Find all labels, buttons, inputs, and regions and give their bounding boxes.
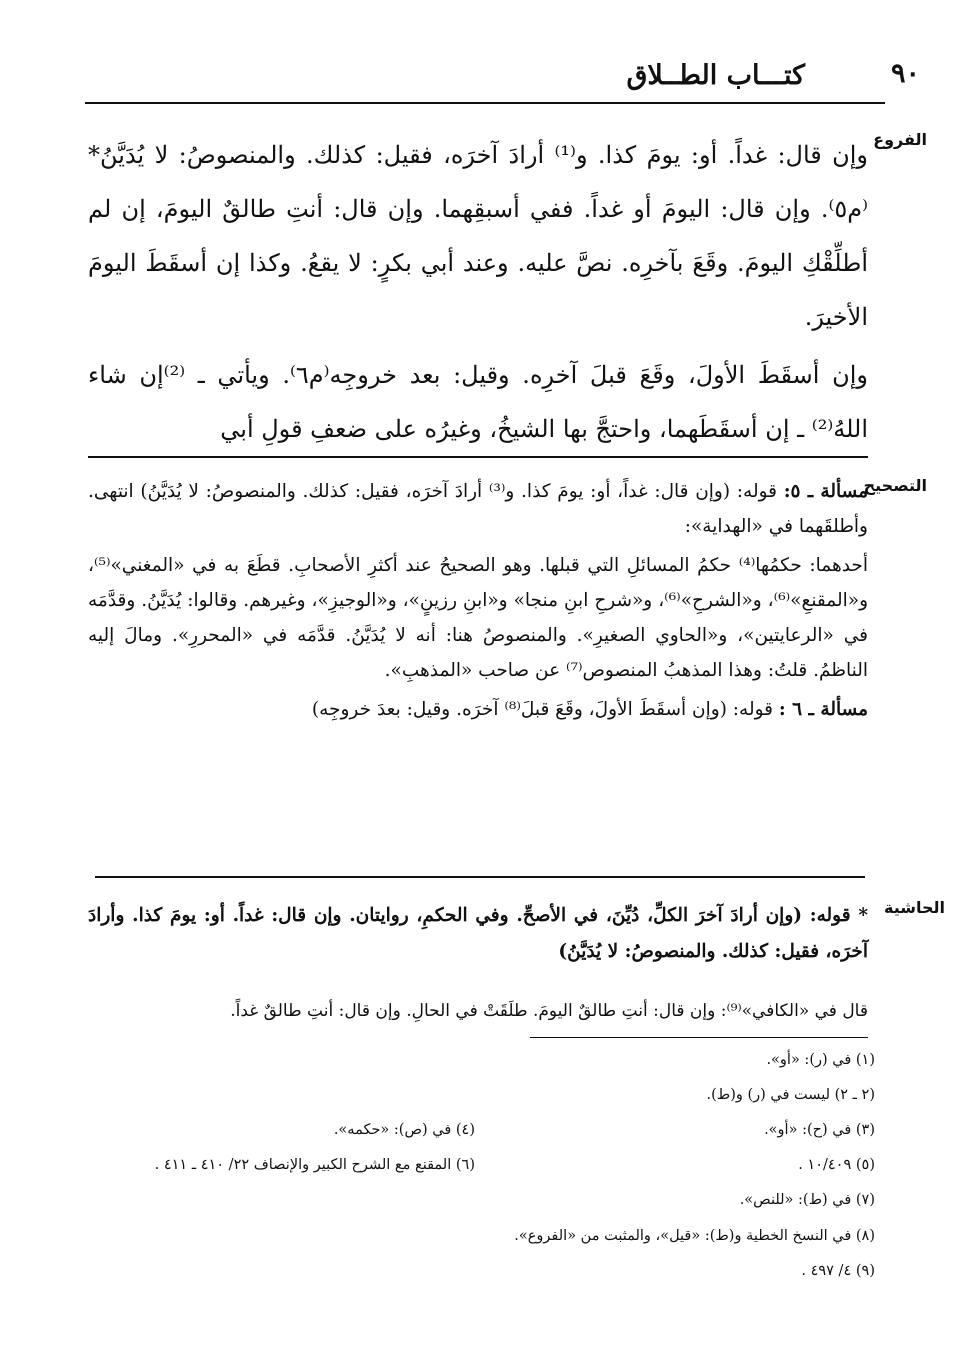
footnote-4: (٤) في (ص): «حكمه». [333, 1122, 475, 1138]
tashih-p1-text: قوله: (وإن قال: غداً، أو: يومَ كذا. و⁽³⁾ أرادَ آخرَه، فقيل: كذلك. والمنصوصُ: لا يُدَيَّنُ) انتهى. وأطلقَهما في «الهداية»: [88, 481, 868, 537]
hashiya-text [88, 898, 868, 970]
hashiya-paragraph-1: * قوله: (وإن أرادَ آخرَ الكلِّ، دُيِّنَ، في الأصحِّ. وفي الحكمِ، روايتان. وإن قال: غداً. أو: يومَ كذا. وأرادَ آخرَه، فقيل: كذلك. والمنصوصُ: لا يُدَيَّنُ) [88, 905, 868, 962]
footnote-9: (٩) ٤/ ٤٩٧ . [801, 1263, 875, 1279]
masala-5-label: مسألة ـ ٥: [783, 481, 869, 502]
hashiya-quote [88, 995, 868, 1027]
footnote-3: (٣) في (ح): «أو». [764, 1122, 875, 1138]
furu-paragraph-1: وإن قال: غداً. أو: يومَ كذا. و⁽¹⁾ أرادَ آخرَه، فقيل: كذلك. والمنصوصُ: لا يُدَيَّنُ* ⁽م٥⁾. وإن قال: اليومَ أو غداً. ففي أسبقِهما. وإن قال: أنتِ طالقٌ اليومَ، إن لم أطلِّقْكِ اليومَ. وقَعَ بآخرِه. نصَّ عليه. وعند أبي بكرٍ: لا يقعُ. وكذا إن أسقَطَ اليومَ الأخيرَ. [88, 141, 869, 331]
tashih-p3-text: قوله: (وإن أسقَطَ الأولَ، وقَعَ قبلَ⁽⁸⁾ آخرَه. وقيل: بعدَ خروجِه) [311, 699, 779, 720]
footnote-5: (٥) ١٠/٤٠٩ . [798, 1157, 875, 1173]
running-title: كتـــاب الطــلاق [626, 60, 805, 91]
furu-divider [88, 456, 868, 458]
footnote-2: (٢ ـ ٢) ليست في (ر) و(ط). [706, 1087, 875, 1103]
footnote-divider [530, 1037, 868, 1038]
side-label-hashiya: الحاشية [884, 898, 945, 917]
hashiya-paragraph-2: قال في «الكافي»⁽⁹⁾: وإن قال: أنتِ طالقٌ اليومَ. طلَقَتْ في الحالِ. وإن قال: أنتِ طالقٌ غداً. [230, 1001, 868, 1021]
tashih-text [88, 474, 868, 727]
side-label-tashih: التصحيح [863, 476, 927, 495]
page-header [85, 58, 920, 104]
side-label-furu: الفروع [873, 130, 927, 149]
tashih-paragraph-3 [88, 692, 868, 727]
footnote-8: (٨) في النسخ الخطية و(ط): «قيل»، والمثبت من «الفروع». [514, 1228, 875, 1244]
footnote-7: (٧) في (ط): «للنص». [739, 1192, 875, 1208]
footnote-1: (١) في (ر): «أو». [766, 1052, 875, 1068]
furu-paragraph-2: وإن أسقَطَ الأولَ، وقَعَ قبلَ آخرِه. وقيل: بعد خروجِه⁽م٦⁾. ويأتي ـ ⁽²⁾إن شاء اللهُ⁽²⁾ ـ إن أسقَطَهما، واحتجَّ بها الشيخُ، وغيرُه على ضعفِ قولِ أبي [88, 361, 868, 443]
masala-6-label: مسألة ـ ٦ : [778, 699, 868, 720]
tashih-divider [95, 876, 865, 878]
tashih-paragraph-1 [88, 474, 868, 544]
tashih-paragraph-2: أحدهما: حكمُها⁽⁴⁾ حكمُ المسائلِ التي قبلها. وهو الصحيحُ عند أكثرِ الأصحابِ. قطَعَ به في «المغني»⁽⁵⁾، و«المقنعِ»⁽⁶⁾، و«الشرحِ»⁽⁶⁾، و«شرحِ ابنِ منجا» و«ابنِ رزينٍ»، و«الوجيزِ»، وغيرهم. وقالوا: يُدَيَّنُ. وقدَّمَه في «الرعايتين»، و«الحاوي الصغيرِ». والمنصوصُ هنا: أنه لا يُدَيَّنُ. قدَّمَه في «المحررِ». ومالَ إليه الناظمُ. قلتُ: وهذا المذهبُ المنصوص⁽⁷⁾ عن صاحب «المذهبِ». [88, 555, 869, 681]
page-number: ٩٠ [890, 58, 920, 89]
footnote-6: (٦) المقنع مع الشرح الكبير والإنصاف ٢٢/ ٤١٠ ـ ٤١١ . [154, 1157, 475, 1173]
furu-text [88, 128, 868, 456]
